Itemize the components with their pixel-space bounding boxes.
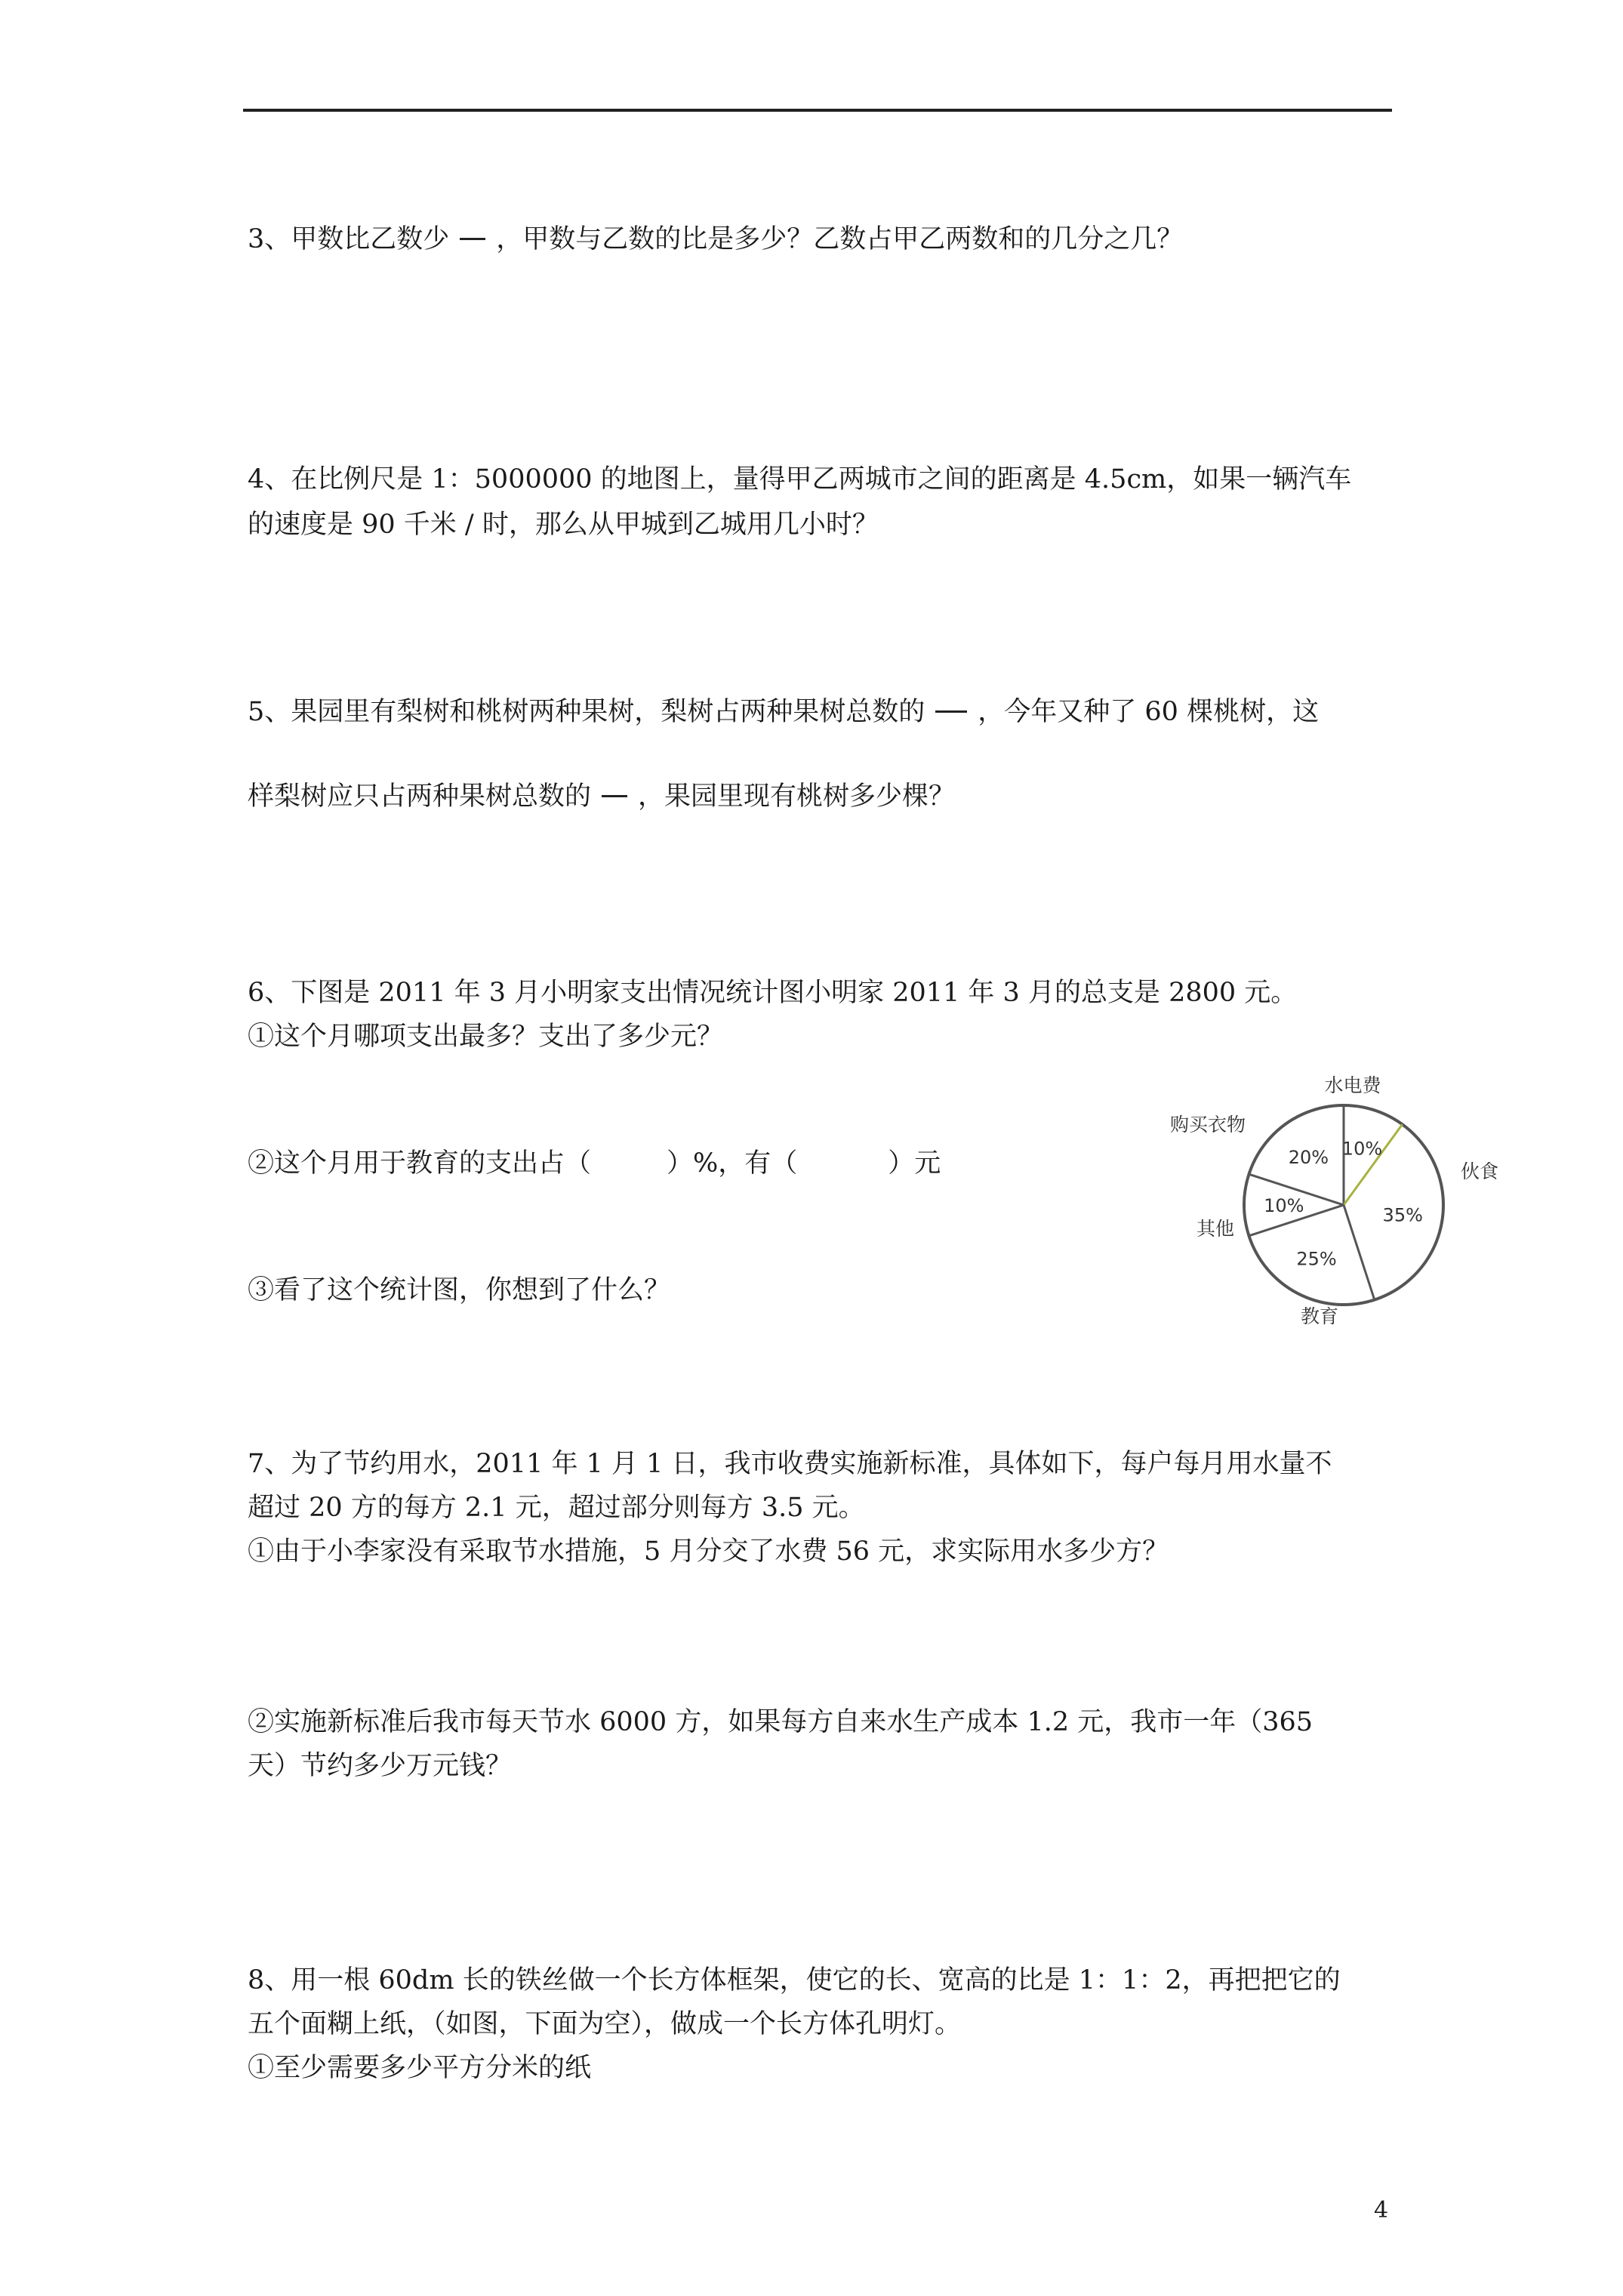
q4-line-1: 4、在比例尺是 1：5000000 的地图上，量得甲乙两城市之间的距离是 4.5cm，如果一辆汽车 <box>248 464 1352 495</box>
pie-value-label: 35% <box>1382 1204 1423 1226</box>
q3-text-post: ，甲数与乙数的比是多少？乙数占甲乙两数和的几分之几？ <box>496 224 1184 254</box>
q4-line-2: 的速度是 90 千米 / 时，那么从甲城到乙城用几小时？ <box>248 510 879 540</box>
q5-line-2 <box>248 778 955 815</box>
pie-category-label: 水电费 <box>1324 1074 1381 1096</box>
pie-value-label: 10% <box>1341 1138 1383 1160</box>
fraction-placeholder <box>602 795 627 797</box>
q8-line-1: 8、用一根 60dm 长的铁丝做一个长方体框架，使它的长、宽高的比是 1：1：2，再把把它的 <box>248 1965 1341 1996</box>
q3-text-pre: 3、甲数比乙数少 <box>248 224 450 254</box>
q8-part-1: ①至少需要多少平方分米的纸 <box>248 2053 592 2083</box>
q6-part-2 <box>248 1145 941 1182</box>
q6-part-1: ①这个月哪项支出最多？支出了多少元？ <box>248 1022 724 1052</box>
q6-part-2-a: ②这个月用于教育的支出占（ <box>248 1148 592 1179</box>
pie-category-label: 其他 <box>1196 1218 1235 1240</box>
pie-category-label: 购买衣物 <box>1169 1114 1246 1136</box>
q5-line-1 <box>248 693 1319 731</box>
q5-line-2-post: ，果园里现有桃树多少棵？ <box>638 781 956 812</box>
fraction-placeholder <box>460 238 485 240</box>
page-number: 4 <box>1374 2197 1389 2224</box>
q7-line-2: 超过 20 方的每方 2.1 元，超过部分则每方 3.5 元。 <box>248 1493 865 1523</box>
expense-pie-chart <box>1155 1071 1499 1327</box>
q6-part-3: ③看了这个统计图，你想到了什么？ <box>248 1275 671 1305</box>
q5-line-2-pre: 样梨树应只占两种果树总数的 <box>248 781 592 812</box>
pie-value-label: 20% <box>1288 1146 1329 1168</box>
question-3 <box>248 220 1183 258</box>
q5-line-1-pre: 5、果园里有梨树和桃树两种果树，梨树占两种果树总数的 <box>248 697 925 727</box>
pie-category-label: 伙食 <box>1460 1160 1499 1182</box>
q7-part-2-line-1: ②实施新标准后我市每天节水 6000 方，如果每方自来水生产成本 1.2 元，我市一年（365 <box>248 1707 1313 1737</box>
q7-line-1: 7、为了节约用水，2011 年 1 月 1 日，我市收费实施新标准，具体如下，每户每月用水量不 <box>248 1449 1332 1479</box>
q7-part-1: ①由于小李家没有采取节水措施，5 月分交了水费 56 元，求实际用水多少方？ <box>248 1536 1169 1567</box>
pie-slice-divider <box>1344 1205 1375 1300</box>
pie-value-label: 10% <box>1264 1195 1304 1216</box>
q6-intro: 6、下图是 2011 年 3 月小明家支出情况统计图小明家 2011 年 3 月的总支是 2800 元。 <box>248 978 1298 1008</box>
q7-part-2-line-2: 天）节约多少万元钱？ <box>248 1751 513 1781</box>
q5-line-1-post: ，今年又种了 60 棵桃树，这 <box>978 697 1320 727</box>
pie-slice-divider <box>1341 1124 1403 1205</box>
pie-value-label: 25% <box>1296 1248 1337 1270</box>
q6-part-2-c: ）元 <box>888 1148 941 1179</box>
pie-category-label: 教育 <box>1300 1305 1339 1327</box>
fraction-placeholder <box>935 710 967 713</box>
q8-line-2: 五个面糊上纸，（如图，下面为空），做成一个长方体孔明灯。 <box>248 2009 962 2039</box>
q6-part-2-b: ）%，有（ <box>667 1148 798 1179</box>
header-rule <box>243 109 1392 112</box>
